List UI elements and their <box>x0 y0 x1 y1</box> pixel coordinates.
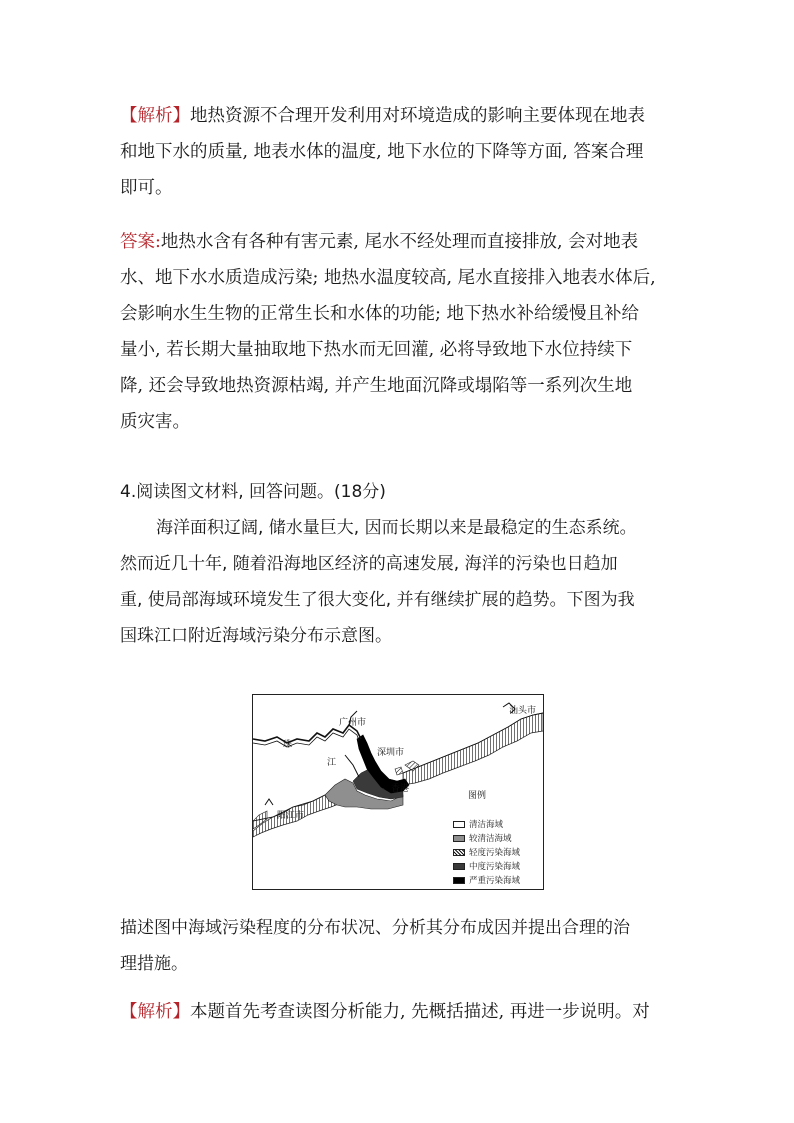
label-yangjiang: 阳江市 <box>277 811 305 821</box>
legend-item-relatively-clean: 较清洁海域 <box>453 832 512 844</box>
question-4-prompt: 描述图中海域污染程度的分布状况、分析其分布成因并提出合理的治 理措施。 <box>120 918 630 974</box>
legend-item-severe: 严重污染海域 <box>453 874 520 886</box>
legend-swatch-moderate <box>453 863 465 870</box>
legend-swatch-light <box>453 849 465 856</box>
pollution-map <box>252 694 544 890</box>
legend-title: 图例 <box>468 791 487 801</box>
answer-tag: 答案: <box>120 232 161 252</box>
label-guangzhou: 广州市 <box>339 718 367 728</box>
label-zhu: 珠 <box>283 740 293 750</box>
question-4: 4.阅读图文材料, 回答问题。(18分) 海洋面积辽阔, 储水量巨大, 因而长期以来是最稳定的生态系统。 然而近几十年, 随着沿海地区经济的高速发展, 海洋的污染也日趋加 重, 使局部海域环境发生了很大变化, 并有继续扩展的趋势。下图为我 国珠江口附近海域污染分布示意图。 <box>120 474 680 654</box>
analysis-paragraph-2: 【解析】本题首先考查读图分析能力, 先概括描述, 再进一步说明。对 <box>120 1002 650 1022</box>
legend-item-clean: 清洁海域 <box>453 818 503 830</box>
legend-swatch-clean <box>453 821 465 828</box>
analysis-tag-2: 【解析】 <box>120 1002 190 1022</box>
legend-item-light: 轻度污染海域 <box>453 846 520 858</box>
label-hongkong: 香港 <box>391 784 410 794</box>
east-coast-band <box>403 713 543 785</box>
label-shantou: 汕头市 <box>509 706 537 716</box>
answer-paragraph: 答案:地热水含有各种有害元素, 尾水不经处理而直接排放, 会对地表 水、地下水水质造成污染; 地热水温度较高, 尾水直接排入地表水体后, 会影响水生生物的正常生长和水体的功能; 地下热水补给缓慢且补给 量小, 若长期大量抽取地下热水而无回灌, 必将导致地下水位持续下 降, 还会导致地热资源枯竭, 并产生地面沉降或塌陷等一系列次生地 质灾害。 <box>120 232 656 432</box>
legend-swatch-severe <box>453 877 465 884</box>
analysis-tag: 【解析】 <box>120 106 190 126</box>
label-shenzhen: 深圳市 <box>377 748 405 758</box>
legend-swatch-relatively-clean <box>453 835 465 842</box>
question-title: 4.阅读图文材料, 回答问题。(18分) <box>120 482 386 502</box>
analysis-paragraph-1: 【解析】地热资源不合理开发利用对环境造成的影响主要体现在地表 和地下水的质量, 地表水体的温度, 地下水位的下降等方面, 答案合理 即可。 <box>120 106 645 198</box>
legend-item-moderate: 中度污染海域 <box>453 860 520 872</box>
label-jiang: 江 <box>327 758 337 768</box>
